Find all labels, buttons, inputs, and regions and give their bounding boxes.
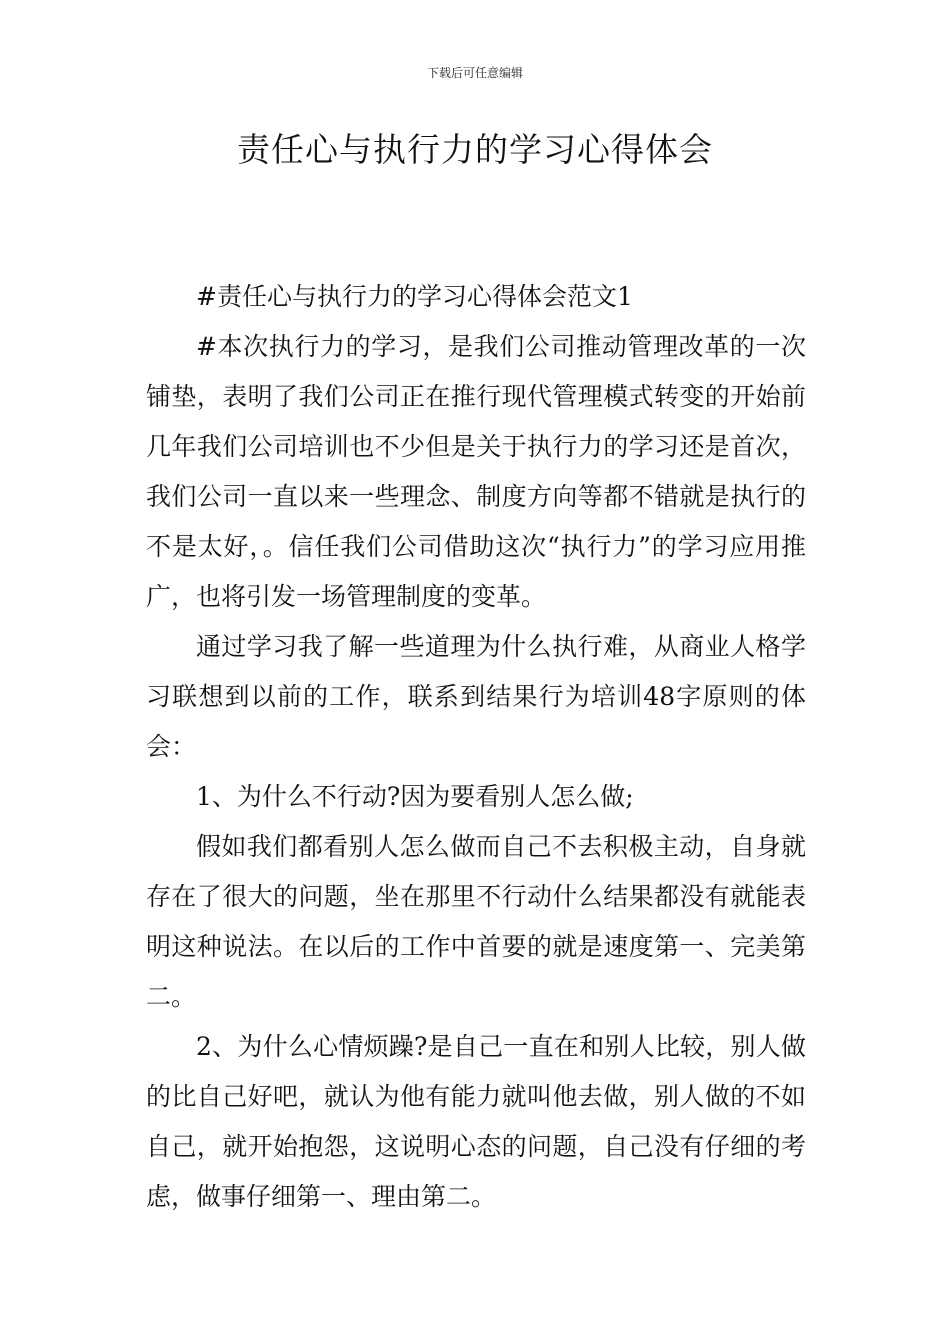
paragraph: #本次执行力的学习，是我们公司推动管理改革的一次铺垫，表明了我们公司正在推行现代管理模式转变的开始前几年我们公司培训也不少但是关于执行力的学习还是首次，我们公司一直以来一些理念、制度方向等都不错就是执行的不是太好，。信任我们公司借助这次“执行力”的学习应用推广，也将引发一场管理制度的变革。 [146,332,806,611]
header-note: 下载后可任意编辑 [426,66,523,80]
paragraph: 1、为什么不行动?因为要看别人怎么做; [196,782,634,811]
paragraph-heading: #责任心与执行力的学习心得体会范文1 [196,282,633,311]
paragraph: 假如我们都看别人怎么做而自己不去积极主动，自身就存在了很大的问题，坐在那里不行动什么结果都没有就能表明这种说法。在以后的工作中首要的就是速度第一、完美第二。 [146,832,806,1011]
document-body [146,272,806,1222]
paragraph: 通过学习我了解一些道理为什么执行难，从商业人格学习联想到以前的工作，联系到结果行为培训48字原则的体会： [146,632,806,761]
paragraph: 2、为什么心情烦躁?是自己一直在和别人比较，别人做的比自己好吧，就认为他有能力就叫他去做，别人做的不如自己，就开始抱怨，这说明心态的问题，自己没有仔细的考虑，做事仔细第一、理由第二。 [146,1032,806,1211]
document-title: 责任心与执行力的学习心得体会 [237,130,713,169]
